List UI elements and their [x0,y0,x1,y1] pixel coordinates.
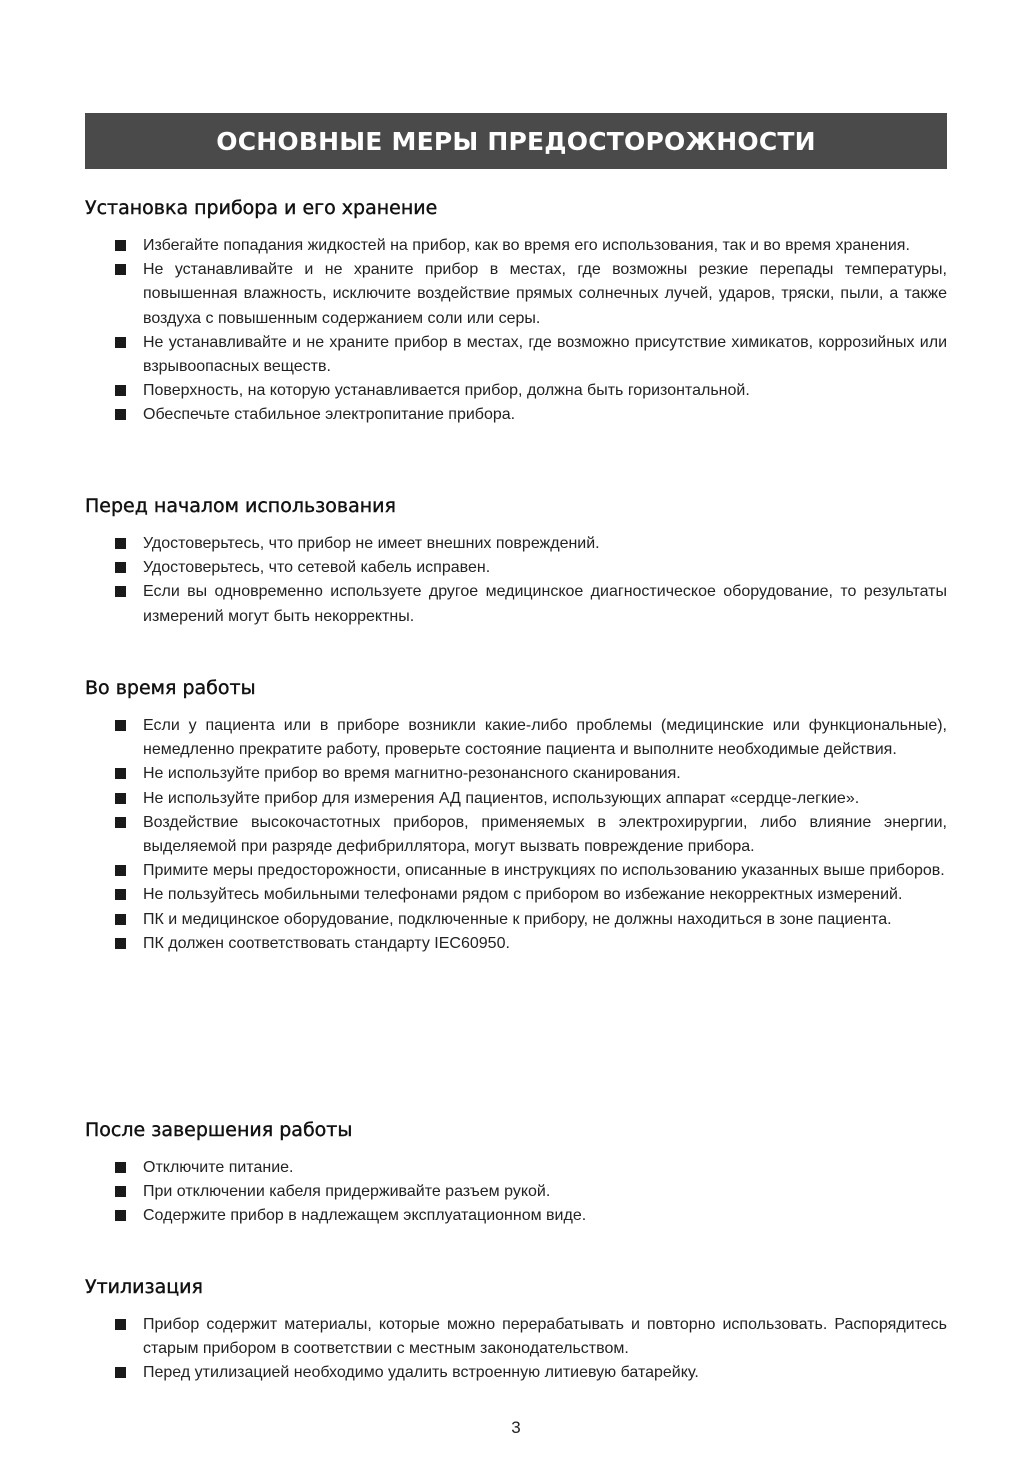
list-item: Не используйте прибор для измерения АД пациентов, использующих аппарат «сердце-легкие». [85,787,947,811]
list-item: Примите меры предосторожности, описанные в инструкциях по использованию указанных выше приборов. [85,859,947,883]
list-item: Перед утилизацией необходимо удалить встроенную литиевую батарейку. [85,1361,947,1385]
square-bullet-icon [115,409,126,420]
bullet-list [85,1156,947,1229]
page-number: 3 [511,1418,521,1437]
bullet-list [85,1313,947,1386]
square-bullet-icon [115,1319,126,1330]
square-bullet-icon [115,385,126,396]
square-bullet-icon [115,793,126,804]
list-item: ПК и медицинское оборудование, подключенные к прибору, не должны находиться в зоне пациента. [85,908,947,932]
list-item: Если у пациента или в приборе возникли какие-либо проблемы (медицинские или функциональные), немедленно прекратите работу, проверьте состояние пациента и выполните необходимые действия. [85,714,947,762]
list-item: Удостоверьтесь, что прибор не имеет внешних повреждений. [85,532,947,556]
section-heading: Во время работы [85,677,256,699]
square-bullet-icon [115,1186,126,1197]
section-heading: Установка прибора и его хранение [85,197,438,219]
square-bullet-icon [115,865,126,876]
bullet-list [85,714,947,956]
list-item: Не пользуйтесь мобильными телефонами рядом с прибором во избежание некорректных измерений. [85,883,947,907]
square-bullet-icon [115,1210,126,1221]
list-item: Отключите питание. [85,1156,947,1180]
list-item: Не устанавливайте и не храните прибор в местах, где возможны резкие перепады температуры, повышенная влажность, исключите воздействие прямых солнечных лучей, ударов, тряски, пыли, а также воздуха с повышенным содержанием соли или серы. [85,258,947,331]
list-item: Обеспечьте стабильное электропитание прибора. [85,403,947,427]
square-bullet-icon [115,337,126,348]
bullet-list [85,532,947,629]
list-item: Избегайте попадания жидкостей на прибор, как во время его использования, так и во время хранения. [85,234,947,258]
square-bullet-icon [115,768,126,779]
bullet-list [85,234,947,428]
section-heading: После завершения работы [85,1119,353,1141]
square-bullet-icon [115,562,126,573]
square-bullet-icon [115,817,126,828]
section-disposal [85,1275,947,1386]
list-item: Удостоверьтесь, что сетевой кабель исправен. [85,556,947,580]
section-heading: Утилизация [85,1276,203,1298]
list-item: При отключении кабеля придерживайте разъем рукой. [85,1180,947,1204]
list-item: Содержите прибор в надлежащем эксплуатационном виде. [85,1204,947,1228]
square-bullet-icon [115,264,126,275]
section-after-operation [85,1118,947,1229]
square-bullet-icon [115,586,126,597]
square-bullet-icon [115,938,126,949]
list-item: ПК должен соответствовать стандарту IEC60950. [85,932,947,956]
list-item: Не используйте прибор во время магнитно-резонансного сканирования. [85,762,947,786]
list-item: Прибор содержит материалы, которые можно перерабатывать и повторно использовать. Распорядитесь старым прибором в соответствии с местным законодательством. [85,1313,947,1361]
square-bullet-icon [115,538,126,549]
list-item: Если вы одновременно используете другое медицинское диагностическое оборудование, то результаты измерений могут быть некорректны. [85,580,947,628]
list-item: Поверхность, на которую устанавливается прибор, должна быть горизонтальной. [85,379,947,403]
section-heading: Перед началом использования [85,495,396,517]
square-bullet-icon [115,720,126,731]
square-bullet-icon [115,1162,126,1173]
list-item: Воздействие высокочастотных приборов, применяемых в электрохирургии, либо влияние энергии, выделяемой при разряде дефибриллятора, могут вызвать повреждение прибора. [85,811,947,859]
title-banner [85,113,947,169]
section-installation-storage [85,196,947,428]
section-before-use [85,494,947,629]
square-bullet-icon [115,240,126,251]
section-during-operation [85,676,947,956]
square-bullet-icon [115,889,126,900]
list-item: Не устанавливайте и не храните прибор в местах, где возможно присутствие химикатов, коррозийных или взрывоопасных веществ. [85,331,947,379]
square-bullet-icon [115,1367,126,1378]
square-bullet-icon [115,914,126,925]
page-title: ОСНОВНЫЕ МЕРЫ ПРЕДОСТОРОЖНОСТИ [216,126,816,156]
